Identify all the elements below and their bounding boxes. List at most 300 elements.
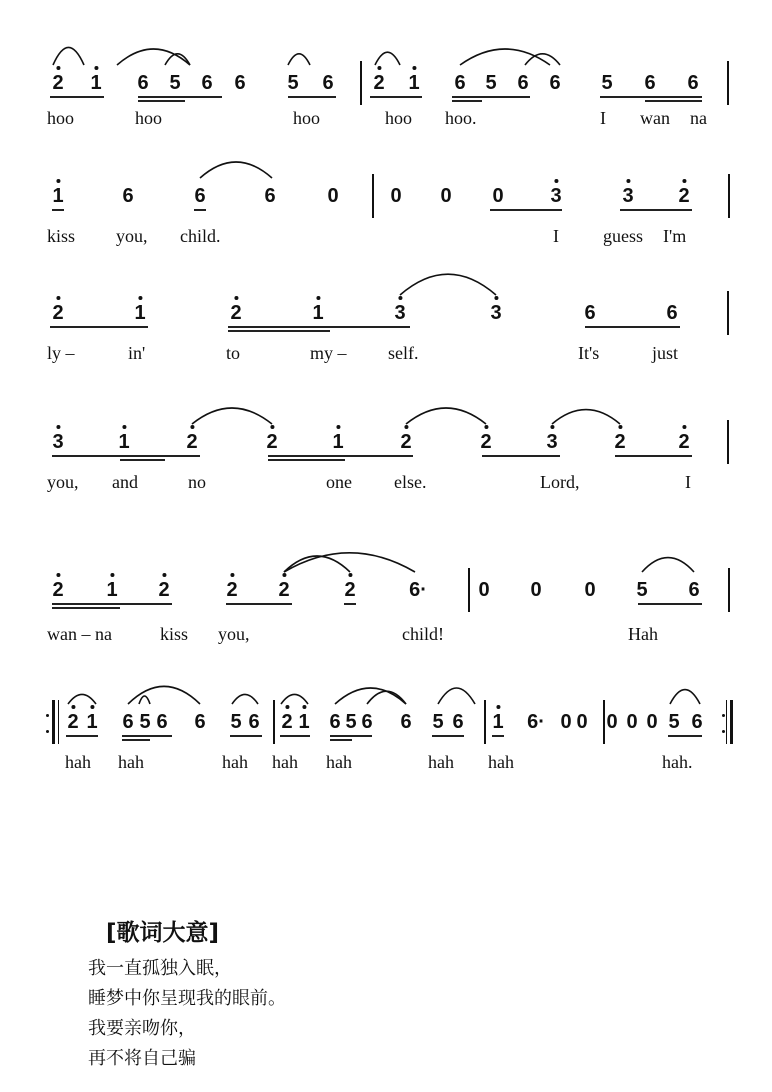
note-digit: 6 [584, 302, 596, 324]
note-digit: 2 [266, 431, 278, 453]
octave-dot-above [56, 66, 60, 70]
lyric-syllable: just [652, 343, 679, 363]
slur [232, 694, 258, 704]
lyric-syllable: It's [578, 343, 600, 363]
octave-dot-above [404, 425, 408, 429]
note [122, 184, 133, 208]
note-digit: 6 [517, 72, 529, 94]
note-digit: 1 [90, 72, 102, 94]
octave-dot-above [494, 296, 498, 300]
note [454, 71, 465, 95]
note-digit: 6 [452, 711, 464, 733]
note-digit: 5 [230, 711, 242, 733]
bar-line [727, 61, 729, 105]
note-digit: 0 [576, 711, 588, 733]
octave-dot-above [316, 296, 320, 300]
note [688, 578, 699, 602]
note-digit: 2 [67, 711, 79, 733]
beam-underline [268, 455, 413, 457]
slur [68, 694, 96, 704]
octave-dot-above [234, 296, 238, 300]
lyric-syllable: and [112, 472, 138, 492]
lyric-syllable: hah. [662, 752, 693, 772]
repeat-dot [46, 730, 49, 733]
note-digit: 3 [490, 302, 502, 324]
note [158, 578, 169, 602]
note [122, 710, 133, 734]
octave-dot-above [682, 179, 686, 183]
note-digit: 3 [622, 185, 634, 207]
lyric-syllable: I [600, 108, 606, 128]
note [86, 710, 97, 734]
note [400, 710, 411, 734]
note-digit: 0 [606, 711, 618, 733]
beam-underline [344, 603, 356, 605]
note-digit: 6 [691, 711, 703, 733]
slur [438, 688, 475, 704]
note-digit: 5 [287, 72, 299, 94]
note-digit: 6 [122, 711, 134, 733]
note [478, 578, 489, 602]
octave-dot-above [56, 296, 60, 300]
lyric-syllable: child! [402, 624, 444, 644]
octave-dot-above [122, 425, 126, 429]
note-digit: 0 [390, 185, 402, 207]
note [432, 710, 443, 734]
octave-dot-above [90, 705, 94, 709]
bar-line [468, 568, 470, 612]
note [194, 710, 205, 734]
note [646, 710, 657, 734]
note [52, 430, 63, 454]
lyric-syllable: kiss [160, 624, 189, 644]
lyric-syllable: I [553, 226, 559, 246]
note [576, 710, 587, 734]
lyric-syllable: hah [326, 752, 352, 772]
beam-underline [638, 603, 702, 605]
note-digit: 5 [169, 72, 181, 94]
bar-line [484, 700, 486, 744]
bar-line [360, 61, 362, 105]
lyric-syllable: else. [394, 472, 427, 492]
note [622, 184, 633, 208]
note [248, 710, 259, 734]
note [687, 71, 698, 95]
note-digit: 5 [636, 579, 648, 601]
beam-underline [138, 96, 222, 98]
note [560, 710, 571, 734]
bar-line [372, 174, 374, 218]
beam-underline [492, 735, 504, 737]
lyric-syllable: my – [310, 343, 347, 363]
note [549, 71, 560, 95]
note-digit: 6· [527, 711, 545, 733]
note-digit: 1 [86, 711, 98, 733]
beam-underline [482, 455, 560, 457]
slur [552, 410, 620, 424]
note [327, 184, 338, 208]
translation-line: 我一直孤独入眠， [88, 958, 232, 979]
note-digit: 2 [400, 431, 412, 453]
beam-underline [600, 96, 702, 98]
note [137, 71, 148, 95]
repeat-dot [46, 714, 49, 717]
octave-dot-above [190, 425, 194, 429]
note-digit: 5 [485, 72, 497, 94]
note-digit: 6 [687, 72, 699, 94]
beam-underline [330, 739, 352, 741]
note [490, 301, 501, 325]
note [52, 578, 63, 602]
note [345, 710, 356, 734]
lyric-syllable: na [690, 108, 707, 128]
lyric-syllable: guess [603, 226, 643, 246]
octave-dot-above [348, 573, 352, 577]
octave-dot-above [550, 425, 554, 429]
note [678, 430, 689, 454]
octave-dot-above [282, 573, 286, 577]
note [230, 710, 241, 734]
bar-line [728, 568, 730, 612]
note [517, 71, 528, 95]
note [298, 710, 309, 734]
slur [460, 49, 550, 65]
slur [406, 408, 486, 424]
lyric-syllable: to [226, 343, 241, 363]
note-digit: 1 [492, 711, 504, 733]
bar-line [726, 700, 727, 744]
note-digit: 3 [394, 302, 406, 324]
note [52, 71, 63, 95]
note-digit: 6 [666, 302, 678, 324]
beam-underline [330, 735, 372, 737]
note-digit: 6 [137, 72, 149, 94]
beam-underline [52, 603, 172, 605]
note-digit: 2 [278, 579, 290, 601]
note [527, 710, 545, 734]
beam-underline [268, 459, 345, 461]
note-digit: 6· [409, 579, 427, 601]
lyric-syllable: wan – na [47, 624, 112, 644]
note [226, 578, 237, 602]
note [332, 430, 343, 454]
note [584, 301, 595, 325]
beam-underline [228, 326, 410, 328]
beam-underline [452, 96, 530, 98]
lyric-syllable: hoo [385, 108, 412, 128]
beam-underline [490, 209, 562, 211]
lyric-syllable: hah [118, 752, 144, 772]
translation-line: 再不将自己骗 [88, 1048, 196, 1069]
octave-dot-above [554, 179, 558, 183]
note [134, 301, 145, 325]
note-digit: 6 [122, 185, 134, 207]
note-digit: 1 [118, 431, 130, 453]
note-digit: 0 [478, 579, 490, 601]
bar-line [58, 700, 59, 744]
lyric-syllable: hah [428, 752, 454, 772]
note-digit: 2 [230, 302, 242, 324]
beam-underline [280, 735, 310, 737]
note-digit: 0 [560, 711, 572, 733]
slur [284, 556, 350, 572]
beam-underline [432, 735, 464, 737]
note [287, 71, 298, 95]
note [614, 430, 625, 454]
octave-dot-above [618, 425, 622, 429]
note [644, 71, 655, 95]
note-digit: 3 [550, 185, 562, 207]
beam-underline [66, 735, 98, 737]
octave-dot-above [230, 573, 234, 577]
note-digit: 3 [52, 431, 64, 453]
note-digit: 6 [234, 72, 246, 94]
note-digit: 6 [248, 711, 260, 733]
beam-underline [230, 735, 262, 737]
note [584, 578, 595, 602]
note [278, 578, 289, 602]
note [530, 578, 541, 602]
octave-dot-above [377, 66, 381, 70]
note-digit: 2 [614, 431, 626, 453]
bar-line [273, 700, 275, 744]
octave-dot-above [71, 705, 75, 709]
octave-dot-above [56, 179, 60, 183]
note [480, 430, 491, 454]
note-digit: 6 [644, 72, 656, 94]
note-digit: 1 [298, 711, 310, 733]
octave-dot-above [626, 179, 630, 183]
note [344, 578, 355, 602]
beam-underline [226, 603, 292, 605]
note [67, 710, 78, 734]
lyric-syllable: hoo [293, 108, 320, 128]
note-digit: 5 [345, 711, 357, 733]
note-digit: 6 [688, 579, 700, 601]
lyric-syllable: one [326, 472, 352, 492]
note-digit: 2 [226, 579, 238, 601]
beam-underline [194, 209, 206, 211]
slur [284, 553, 415, 572]
note [440, 184, 451, 208]
note-digit: 0 [327, 185, 339, 207]
note [394, 301, 405, 325]
note [373, 71, 384, 95]
lyric-syllable: I [685, 472, 691, 492]
beam-underline [370, 96, 422, 98]
note-digit: 2 [480, 431, 492, 453]
beam-underline [668, 735, 702, 737]
note-digit: 6 [454, 72, 466, 94]
lyric-syllable: you, [116, 226, 148, 246]
note-digit: 2 [158, 579, 170, 601]
bar-line [727, 291, 729, 335]
beam-underline [585, 326, 680, 328]
note [139, 710, 150, 734]
note-digit: 2 [281, 711, 293, 733]
note [194, 184, 205, 208]
octave-dot-above [336, 425, 340, 429]
lyric-syllable: child. [180, 226, 221, 246]
slur [281, 694, 308, 704]
octave-dot-above [496, 705, 500, 709]
lyric-syllable: Lord, [540, 472, 580, 492]
slur [200, 162, 272, 178]
lyric-syllable: wan [640, 108, 670, 128]
beam-underline [52, 455, 200, 457]
lyric-syllable: hah [65, 752, 91, 772]
octave-dot-above [162, 573, 166, 577]
beam-underline [620, 209, 692, 211]
note-digit: 1 [106, 579, 118, 601]
octave-dot-above [285, 705, 289, 709]
note [90, 71, 101, 95]
note [264, 184, 275, 208]
note-digit: 6 [549, 72, 561, 94]
octave-dot-above [270, 425, 274, 429]
note [485, 71, 496, 95]
octave-dot-above [138, 296, 142, 300]
beam-underline [645, 100, 702, 102]
note [234, 71, 245, 95]
note [400, 430, 411, 454]
note [230, 301, 241, 325]
note-digit: 6 [194, 185, 206, 207]
beam-underline [120, 459, 165, 461]
octave-dot-above [94, 66, 98, 70]
note [408, 71, 419, 95]
lyric-syllable: I'm [663, 226, 687, 246]
lyric-syllable: kiss [47, 226, 76, 246]
note [550, 184, 561, 208]
repeat-dot [722, 730, 725, 733]
beam-underline [52, 607, 120, 609]
repeat-dot [722, 714, 725, 717]
note [118, 430, 129, 454]
note [626, 710, 637, 734]
note-digit: 6 [322, 72, 334, 94]
bar-line [728, 174, 730, 218]
note [201, 71, 212, 95]
lyric-syllable: you, [218, 624, 250, 644]
note [601, 71, 612, 95]
slur [642, 558, 694, 572]
octave-dot-above [56, 425, 60, 429]
slur [400, 274, 496, 295]
note-digit: 0 [530, 579, 542, 601]
note-digit: 6 [329, 711, 341, 733]
note-digit: 1 [52, 185, 64, 207]
slur [139, 696, 150, 704]
beam-underline [52, 209, 64, 211]
note [691, 710, 702, 734]
note-digit: 2 [678, 185, 690, 207]
note-digit: 6 [156, 711, 168, 733]
note-digit: 3 [546, 431, 558, 453]
note [546, 430, 557, 454]
beam-underline [452, 100, 482, 102]
note [52, 301, 63, 325]
beam-underline [138, 100, 185, 102]
note-digit: 2 [52, 302, 64, 324]
slur [375, 52, 400, 65]
lyric-syllable: hah [488, 752, 514, 772]
lyric-syllable: hoo [47, 108, 74, 128]
note-digit: 0 [646, 711, 658, 733]
note-digit: 0 [492, 185, 504, 207]
octave-dot-above [682, 425, 686, 429]
note [452, 710, 463, 734]
beam-underline [122, 735, 172, 737]
note-digit: 0 [626, 711, 638, 733]
bar-line [730, 700, 733, 744]
note-digit: 1 [408, 72, 420, 94]
bar-line [52, 700, 55, 744]
note-digit: 2 [344, 579, 356, 601]
octave-dot-above [484, 425, 488, 429]
octave-dot-above [110, 573, 114, 577]
lyric-syllable: hoo. [445, 108, 477, 128]
bar-line [727, 420, 729, 464]
translation-line: 睡梦中你呈现我的眼前。 [88, 988, 286, 1009]
note [409, 578, 427, 602]
note-digit: 5 [432, 711, 444, 733]
octave-dot-above [56, 573, 60, 577]
slur [335, 688, 406, 704]
note-digit: 6 [264, 185, 276, 207]
note [312, 301, 323, 325]
note [281, 710, 292, 734]
note [636, 578, 647, 602]
note [169, 71, 180, 95]
translation-title: [歌词大意] [106, 920, 220, 946]
slur [117, 49, 190, 65]
octave-dot-above [398, 296, 402, 300]
note-digit: 6 [194, 711, 206, 733]
note-digit: 2 [373, 72, 385, 94]
note-digit: 1 [312, 302, 324, 324]
translation-line: 我要亲吻你， [88, 1018, 196, 1039]
note [678, 184, 689, 208]
note-digit: 5 [139, 711, 151, 733]
beam-underline [50, 326, 148, 328]
note-digit: 2 [678, 431, 690, 453]
lyric-syllable: in' [128, 343, 146, 363]
slur [367, 691, 406, 704]
octave-dot-above [412, 66, 416, 70]
lyric-syllable: you, [47, 472, 79, 492]
lyric-syllable: hoo [135, 108, 162, 128]
note-digit: 1 [134, 302, 146, 324]
beam-underline [122, 739, 150, 741]
lyric-syllable: self. [388, 343, 419, 363]
note-digit: 1 [332, 431, 344, 453]
slur [128, 686, 200, 704]
beam-underline [288, 96, 336, 98]
slur [670, 690, 700, 704]
note-digit: 2 [186, 431, 198, 453]
note [666, 301, 677, 325]
note-digit: 6 [400, 711, 412, 733]
note [492, 710, 503, 734]
note [329, 710, 340, 734]
bar-line [603, 700, 605, 744]
lyric-syllable: hah [222, 752, 248, 772]
note [606, 710, 617, 734]
note [668, 710, 679, 734]
note-digit: 0 [440, 185, 452, 207]
note [266, 430, 277, 454]
